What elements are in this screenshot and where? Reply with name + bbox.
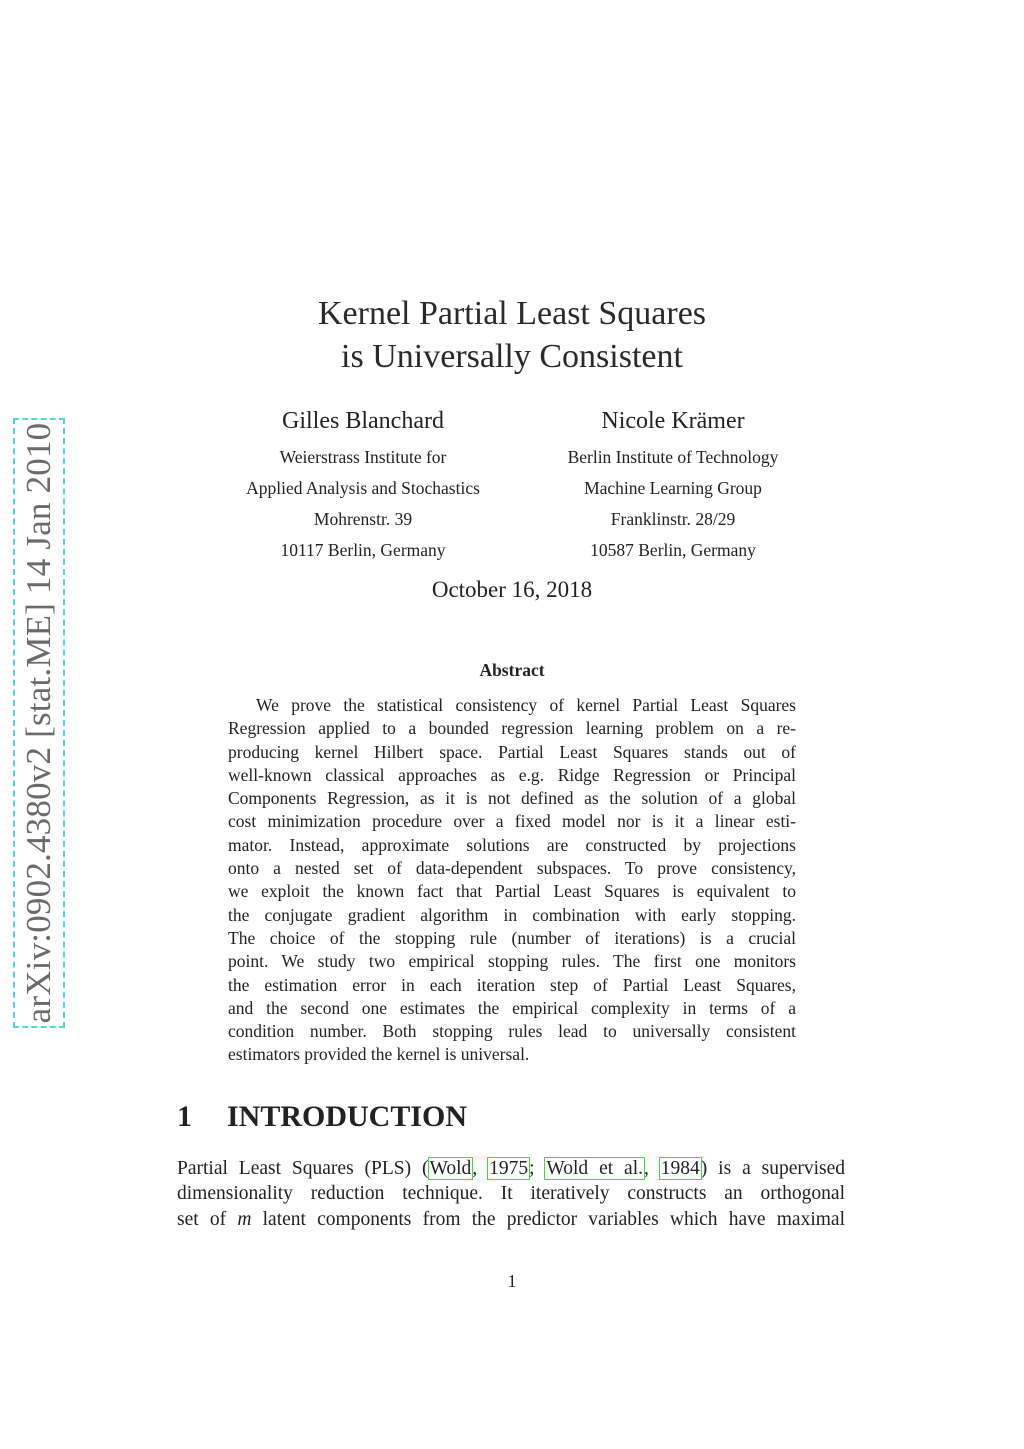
section-number: 1 [177,1100,192,1133]
intro-text: ) is a supervised [700,1158,846,1179]
affiliation-line: 10587 Berlin, Germany [590,540,756,560]
citation-link[interactable]: 1984 [660,1158,700,1179]
abstract-line: point. We study two empirical stopping rules. The first one monitors [228,951,796,972]
intro-line-2: dimensionality reduction technique. It iteratively constructs an orthogonal [177,1183,845,1205]
affiliation-line: Berlin Institute of Technology [567,447,779,467]
abstract-line: The choice of the stopping rule (number of iterations) is a crucial [228,927,796,948]
abstract-line: condition number. Both stopping rules lead to universally consistent [228,1021,796,1042]
citation-link[interactable]: Wold [429,1158,472,1179]
intro-text: , [644,1158,660,1179]
abstract-line: estimators provided the kernel is universal. [228,1044,530,1065]
arxiv-stamp[interactable] [13,418,65,1028]
intro-text: , [472,1158,489,1179]
title-line-2: is Universally Consistent [341,338,683,375]
intro-text: ; [529,1158,546,1179]
abstract-text [228,694,796,1067]
section-heading [177,1100,467,1134]
affiliation-line: 10117 Berlin, Germany [280,540,446,560]
intro-text: set of [177,1208,238,1230]
author-name: Nicole Krämer [601,408,745,434]
intro-text: Partial Least Squares (PLS) ( [177,1158,429,1179]
author-block-2 [508,404,838,566]
paper-date: October 16, 2018 [431,577,593,602]
affiliation-line: Mohrenstr. 39 [313,509,413,529]
title-line-1: Kernel Partial Least Squares [317,295,707,332]
abstract-line: We prove the statistical consistency of kernel Partial Least Squares [256,695,796,715]
intro-text: latent components from the predictor variables which have maximal [251,1208,845,1230]
abstract-line: the estimation error in each iteration step of Partial Least Squares, [228,974,796,995]
abstract-line: producing kernel Hilbert space. Partial Least Squares stands out of [228,741,796,762]
author-block-1 [198,404,528,566]
intro-line-1 [177,1156,845,1181]
affiliation-line: Applied Analysis and Stochastics [246,478,480,498]
paper-title [0,292,1024,378]
affiliation-line: Machine Learning Group [584,478,762,498]
affiliation-line: Franklinstr. 28/29 [610,509,736,529]
section-title: INTRODUCTION [227,1100,468,1133]
citation-link[interactable]: 1975 [489,1158,529,1179]
abstract-line: Regression applied to a bounded regression learning problem on a re- [228,718,796,739]
page-number: 1 [507,1271,517,1291]
arxiv-id: arXiv:0902.4380v2 [stat.ME] 14 Jan 2010 [19,422,58,1024]
abstract-line: Components Regression, as it is not defined as the solution of a global [228,788,796,809]
abstract-line: we exploit the known fact that Partial Least Squares is equivalent to [228,881,796,902]
abstract-line: cost minimization procedure over a fixed model nor is it a linear esti- [228,811,796,832]
abstract-line: the conjugate gradient algorithm in combination with early stopping. [228,904,796,925]
math-variable: m [237,1208,252,1230]
citation-link[interactable]: Wold et al. [546,1158,643,1179]
author-name: Gilles Blanchard [282,408,444,434]
abstract-line: mator. Instead, approximate solutions are constructed by projections [228,834,796,855]
abstract-heading: Abstract [479,660,545,680]
affiliation-line: Weierstrass Institute for [279,447,447,467]
abstract-line: and the second one estimates the empirical complexity in terms of a [228,997,796,1018]
abstract-line: onto a nested set of data-dependent subspaces. To prove consistency, [228,858,796,879]
abstract-line: well-known classical approaches as e.g. Ridge Regression or Principal [228,764,796,785]
introduction-text [177,1156,845,1232]
intro-line-3 [177,1207,845,1232]
